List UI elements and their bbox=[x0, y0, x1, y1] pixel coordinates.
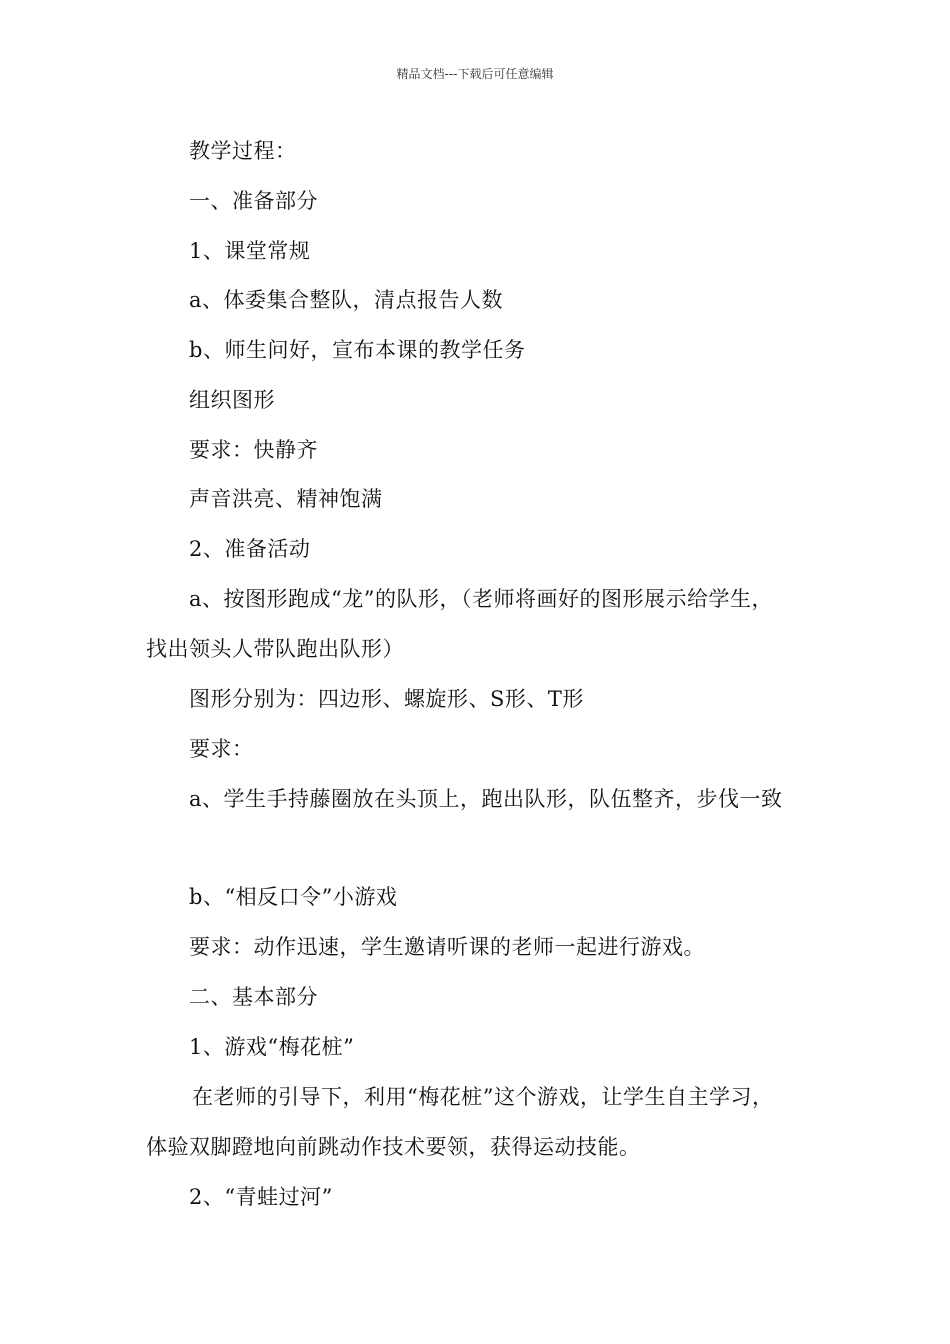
paragraph-line: a、学生手持藤圈放在头顶上，跑出队形，队伍整齐，步伐一致 bbox=[189, 787, 783, 811]
subheading-class-routine: 1、课堂常规 bbox=[189, 239, 311, 263]
subheading-warmup-activity: 2、准备活动 bbox=[189, 537, 311, 561]
paragraph-line: 在老师的引导下，利用“梅花桩”这个游戏，让学生自主学习， bbox=[192, 1085, 774, 1109]
paragraph-line: 要求：动作迅速，学生邀请听课的老师一起进行游戏。 bbox=[189, 935, 705, 959]
paragraph-line: 找出领头人带队跑出队形） bbox=[146, 637, 404, 661]
paragraph-line: 声音洪亮、精神饱满 bbox=[189, 487, 383, 511]
section-heading-preparation: 一、准备部分 bbox=[189, 189, 318, 213]
paragraph-line: a、体委集合整队，清点报告人数 bbox=[189, 288, 504, 312]
paragraph-line: 要求：快静齐 bbox=[189, 438, 318, 462]
paragraph-line: b、“相反口令”小游戏 bbox=[189, 885, 398, 909]
paragraph-line: 图形分别为：四边形、螺旋形、S形、T形 bbox=[189, 687, 584, 711]
paragraph-teaching-process: 教学过程： bbox=[189, 139, 297, 163]
subheading-game-plum-stakes: 1、游戏“梅花桩” bbox=[189, 1035, 355, 1059]
paragraph-line: a、按图形跑成“龙”的队形，（老师将画好的图形展示给学生， bbox=[189, 587, 773, 611]
paragraph-line: 组织图形 bbox=[189, 388, 275, 412]
subheading-frog-crossing: 2、“青蛙过河” bbox=[189, 1185, 333, 1209]
paragraph-line: 要求： bbox=[189, 737, 254, 761]
paragraph-line: b、师生问好，宣布本课的教学任务 bbox=[189, 338, 526, 362]
section-heading-basic: 二、基本部分 bbox=[189, 985, 318, 1009]
paragraph-line: 体验双脚蹬地向前跳动作技术要领，获得运动技能。 bbox=[146, 1135, 641, 1159]
page-header: 精品文档---下载后可任意编辑 bbox=[396, 67, 554, 81]
